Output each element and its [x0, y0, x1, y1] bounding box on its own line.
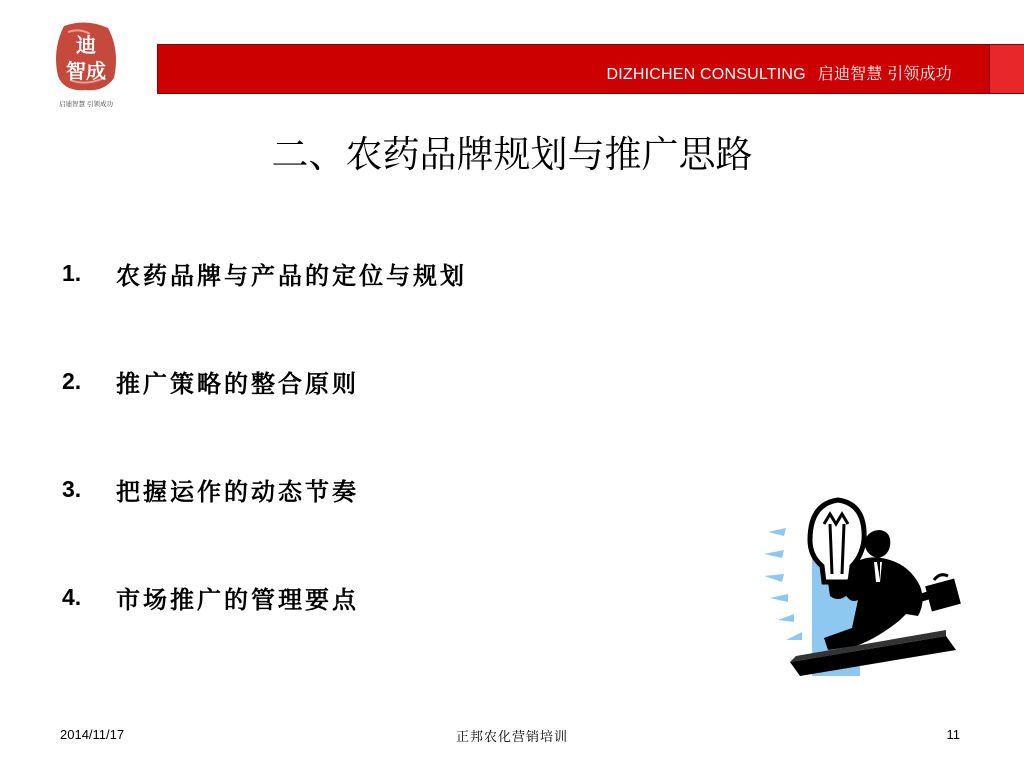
footer-date: 2014/11/17	[60, 727, 125, 742]
svg-text:智成: 智成	[66, 59, 106, 83]
svg-text:迪: 迪	[76, 33, 96, 57]
company-slogan: 启迪智慧 引领成功	[817, 66, 952, 83]
agenda-list	[62, 255, 467, 687]
header-banner-tab	[989, 44, 1024, 94]
company-logo	[50, 20, 122, 112]
agenda-item	[62, 471, 467, 507]
agenda-item-text: 市场推广的管理要点	[116, 584, 359, 614]
agenda-item-number: 2.	[62, 367, 82, 394]
agenda-item	[62, 579, 467, 615]
footer-title: 正邦农化营销培训	[455, 730, 568, 745]
businessman-lightbulb-icon	[760, 470, 970, 678]
agenda-item	[62, 363, 467, 399]
company-name: DIZHICHEN CONSULTING	[606, 66, 806, 83]
agenda-item-text: 推广策略的整合原则	[116, 368, 359, 398]
agenda-item-number: 1.	[62, 259, 82, 286]
agenda-item-number: 3.	[62, 475, 82, 502]
svg-text:启迪智慧 引领成功: 启迪智慧 引领成功	[58, 100, 114, 108]
logo-seal-icon	[50, 20, 122, 112]
header-tagline	[606, 61, 952, 84]
agenda-item-number: 4.	[62, 583, 82, 610]
page-number: 11	[946, 727, 960, 742]
slide-title: 二、农药品牌规划与推广思路	[271, 133, 753, 176]
agenda-item-text: 把握运作的动态节奏	[116, 476, 359, 506]
agenda-item	[62, 255, 467, 291]
agenda-item-text: 农药品牌与产品的定位与规划	[116, 260, 467, 290]
